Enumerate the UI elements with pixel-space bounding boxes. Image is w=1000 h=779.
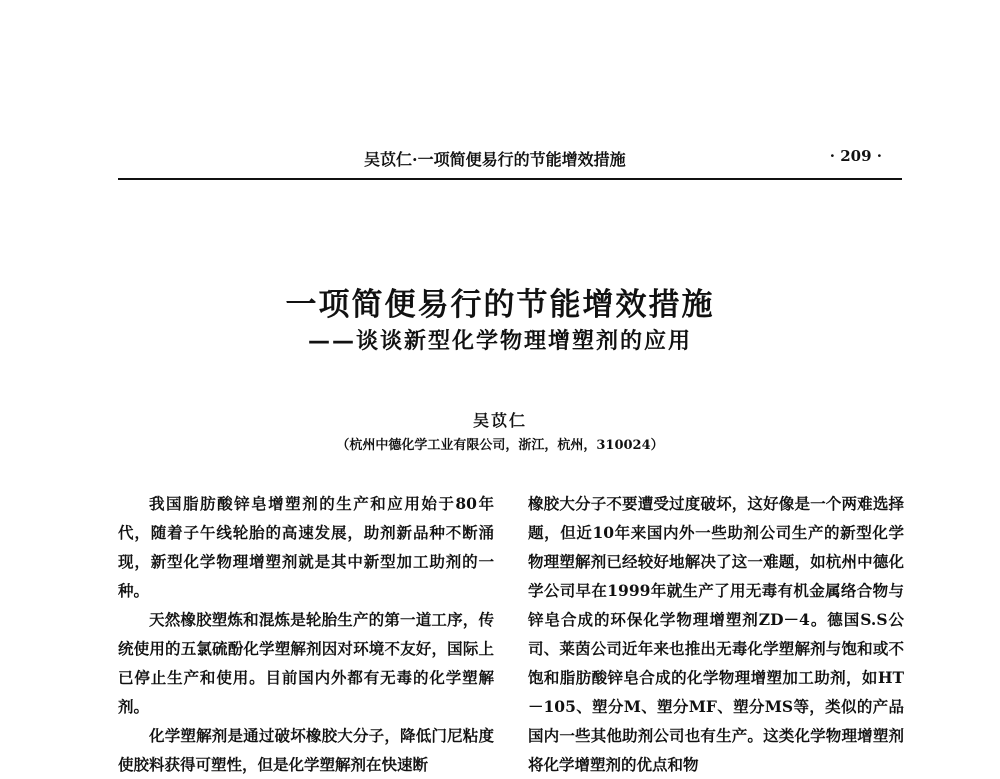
running-title: 吴苡仁·一项简便易行的节能增效措施 xyxy=(364,150,626,169)
page-number: · 209 · xyxy=(829,147,882,165)
paragraph: 化学塑解剂是通过破坏橡胶大分子，降低门尼粘度使胶料获得可塑性，但是化学塑解剂在快速断 xyxy=(118,726,494,774)
running-header xyxy=(118,147,902,175)
article-title: 一项简便易行的节能增效措施 xyxy=(285,287,715,323)
author-affiliation: （杭州中德化学工业有限公司，浙江，杭州，310024） xyxy=(336,438,664,453)
author-name: 吴苡仁 xyxy=(472,411,527,430)
header-rule xyxy=(118,178,902,180)
paragraph: 天然橡胶塑炼和混炼是轮胎生产的第一道工序，传统使用的五氯硫酚化学塑解剂因对环境不友好，国际上已停止生产和使用。目前国内外都有无毒的化学塑解剂。 xyxy=(118,610,494,716)
right-column xyxy=(528,489,904,779)
paragraph: 我国脂肪酸锌皂增塑剂的生产和应用始于80年代，随着子午线轮胎的高速发展，助剂新品种不断涌现，新型化学物理增塑剂就是其中新型加工助剂的一种。 xyxy=(118,494,494,600)
left-column xyxy=(118,489,494,779)
article-subtitle: ——谈谈新型化学物理增塑剂的应用 xyxy=(307,329,692,354)
paragraph: 橡胶大分子不要遭受过度破坏，这好像是一个两难选择题，但近10年来国内外一些助剂公司生产的新型化学物理塑解剂已经较好地解决了这一难题，如杭州中德化学公司早在1999年就生产了用无毒有机金属络合物与锌皂合成的环保化学物理增塑剂ZD－4。德国S.S公司、莱茵公司近年来也推出无毒化学塑解剂与饱和或不饱和脂肪酸锌皂合成的化学物理增塑加工助剂，如HT－105、塑分M、塑分MF、塑分MS等，类似的产品国内一些其他助剂公司也有生产。这类化学物理增塑剂将化学增塑剂的优点和物 xyxy=(528,494,904,774)
